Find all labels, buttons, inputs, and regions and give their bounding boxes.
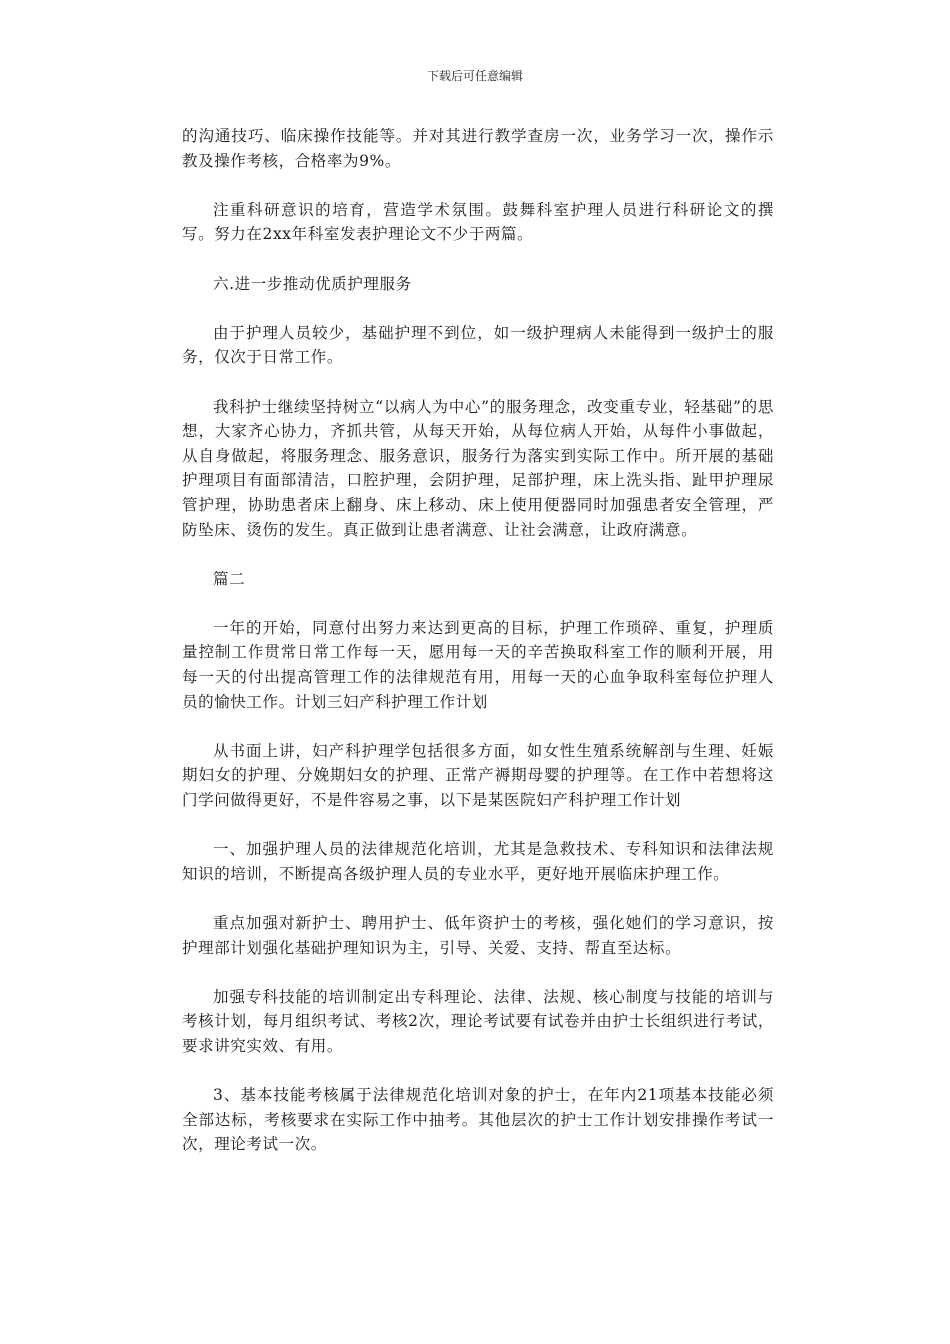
paragraph-training-one: 一、加强护理人员的法律规范化培训，尤其是急救技术、专科知识和法律法规知识的培训，不断提高各级护理人员的专业水平，更好地开展临床护理工作。 — [182, 840, 774, 883]
page-header: 下载后可任意编辑 — [426, 69, 523, 83]
paragraph-staff-shortage: 由于护理人员较少，基础护理不到位，如一级护理病人未能得到一级护士的服务，仅次于日常工作。 — [182, 323, 774, 367]
paragraph-service-concept: 我科护士继续坚持树立“以病人为中心”的服务理念，改变重专业，轻基础”的思想，大家齐心协力，齐抓共管，从每天开始，从每位病人开始，从每件小事做起，从自身做起，将服务理念、服务意识，服务行为落实到实际工作中。所开展的基础护理项目有面部清洁，口腔护理，会阴护理，足部护理，床上洗头指、趾甲护理尿管护理，协助患者床上翻身、床上移动、床上使用便器同时加强患者安全管理，严防坠床、烫伤的发生。真正做到让患者满意、让社会满意，让政府满意。 — [182, 397, 774, 539]
paragraph-research: 注重科研意识的培育，营造学术氛围。鼓舞科室护理人员进行科研论文的撰写。努力在2xx年科室发表护理论文不少于两篇。 — [182, 200, 774, 244]
paragraph-continuation: 的沟通技巧、临床操作技能等。并对其进行教学查房一次，业务学习一次，操作示教及操作考核，合格率为9%。 — [182, 127, 774, 170]
paragraph-obstetrics-intro: 从书面上讲，妇产科护理学包括很多方面，如女性生殖系统解剖与生理、妊娠期妇女的护理、分娩期妇女的护理、正常产褥期母婴的护理等。在工作中若想将这门学问做得更好，不是件容易之事，以下是某医院妇产科护理工作计划 — [182, 741, 774, 810]
document-body — [182, 124, 774, 1182]
paragraph-new-year: 一年的开始，同意付出努力来达到更高的目标，护理工作琐碎、重复，护理质量控制工作贯常日常工作每一天，愿用每一天的辛苦换取科室工作的顺利开展，用每一天的付出提高管理工作的法律规范有用，用每一天的心血争取科室每位护理人员的愉快工作。计划三妇产科护理工作计划 — [182, 618, 774, 711]
paragraph-new-nurses: 重点加强对新护士、聘用护士、低年资护士的考核，强化她们的学习意识，按护理部计划强化基础护理知识为主，引导、关爱、支持、帮直至达标。 — [182, 914, 774, 957]
section-heading-part-two: 篇二 — [213, 569, 246, 588]
paragraph-specialty-training: 加强专科技能的培训制定出专科理论、法律、法规、核心制度与技能的培训与考核计划，每月组织考试、考核2次，理论考试要有试卷并由护士长组织进行考试，要求讲究实效、有用。 — [182, 987, 774, 1055]
paragraph-basic-skills: 3、基本技能考核属于法律规范化培训对象的护士，在年内21项基本技能必须全部达标，考核要求在实际工作中抽考。其他层次的护士工作计划安排操作考试一次，理论考试一次。 — [182, 1086, 774, 1154]
section-heading-six: 六.进一步推动优质护理服务 — [213, 274, 412, 293]
